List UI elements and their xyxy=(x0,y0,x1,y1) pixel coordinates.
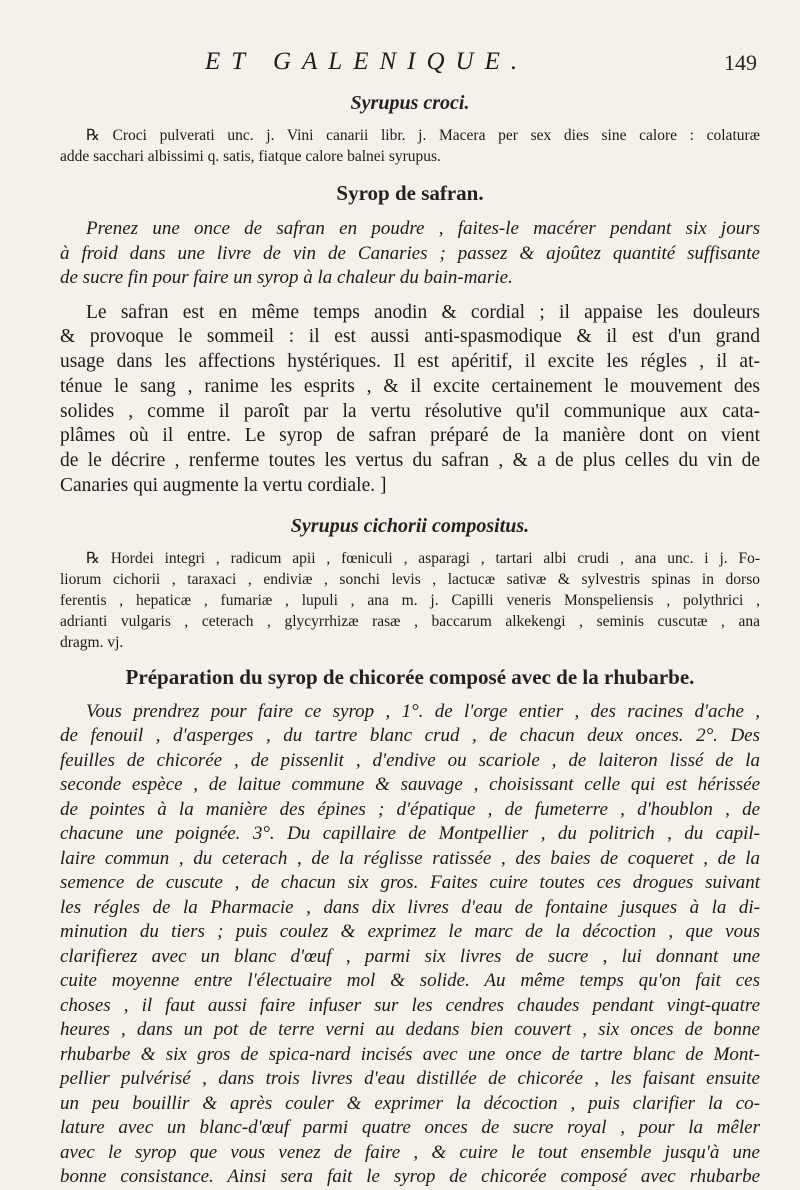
text-line: ℞ Hordei integri , radicum apii , fœniculi , asparagi , tartari albi crudi , ana unc. i j. Fo- xyxy=(86,549,760,567)
text-line: usage dans les affections hystériques. Il est apéritif, il excite les régles , il at- xyxy=(60,351,760,373)
text-line: rhubarbe & six gros de spica-nard incisés avec une once de tartre blanc de Mont- xyxy=(60,1043,760,1065)
text-line: choses , il faut aussi faire infuser sur les cendres chaudes pendant vingt-quatre xyxy=(60,994,760,1016)
text-line: lature avec un blanc-d'œuf parmi quatre onces de sucre royal , pour la mêler xyxy=(60,1117,760,1139)
text-line: semence de cuscute , de chacun six gros. Faites cuire toutes ces drogues suivant xyxy=(60,872,760,894)
text-line: chacune une poignée. 3°. Du capillaire de Montpellier , du politrich , du capil- xyxy=(60,823,760,845)
text-line: ℞ Croci pulverati unc. j. Vini canarii libr. j. Macera per sex dies sine calore : colaturæ xyxy=(86,127,760,144)
text-line: Le safran est en même temps anodin & cordial ; il appaise les douleurs xyxy=(86,301,760,323)
page-content xyxy=(60,92,760,1190)
page-number: 149 xyxy=(724,50,757,75)
text-line: de pointes à la manière des épines ; d'épatique , de fumeterre , d'houblon , de xyxy=(60,798,760,820)
text-line: bonne consistance. Ainsi sera fait le syrop de chicorée composé avec rhubarbe xyxy=(60,1166,760,1188)
text-line: adde sacchari albissimi q. satis, fiatque calore balnei syrupus. xyxy=(60,148,441,165)
text-line: minution du tiers ; puis coulez & exprimez le marc de la décoction , que vous xyxy=(60,921,760,943)
french-title-croci: Syrop de safran. xyxy=(336,181,484,205)
text-line: cuite moyenne entre l'électuaire mol & solide. Au même temps qu'on fait ces xyxy=(60,970,760,992)
text-line: de fenouil , d'asperges , du tartre blanc crud , de chacun deux onces. 2°. Des xyxy=(60,725,760,747)
text-line: plâmes où il entre. Le syrop de safran préparé de la manière dont on vient xyxy=(60,425,760,447)
text-line: à froid dans une livre de vin de Canaries ; passez & ajoûtez quantité suffisante xyxy=(60,242,760,264)
text-line: Canaries qui augmente la vertu cordiale. ] xyxy=(60,475,387,497)
text-line: & provoque le sommeil : il est aussi anti-spasmodique & il est d'un grand xyxy=(60,326,760,348)
text-line: laire commun , du ceterach , de la réglisse ratissée , des baies de coqueret , de la xyxy=(60,847,760,869)
french-recipe-cichorii xyxy=(60,700,760,1190)
section-title-cichorii: Syrupus cichorii compositus. xyxy=(290,514,530,537)
french-recipe-croci xyxy=(60,217,760,291)
text-line: feuilles de chicorée , de pissenlit , d'endive ou scariole , de laiteron lissé de la xyxy=(60,749,760,771)
text-line: Vous prendrez pour faire ce syrop , 1°. de l'orge entier , des racines d'ache , xyxy=(86,700,760,722)
commentary-croci xyxy=(60,301,760,499)
text-line: pellier pulvérisé , dans trois livres d'eau distillée de chicorée , les faisant ensuite xyxy=(60,1068,760,1090)
latin-recipe-cichorii xyxy=(60,548,760,653)
text-line: clarifierez avec un blanc d'œuf , parmi six livres de sucre , lui donnant une xyxy=(60,945,760,967)
page-header xyxy=(0,46,800,86)
text-line: de le décrire , renferme toutes les vertus du safran , & a de plus celles du vin de xyxy=(60,450,760,472)
text-line: ténue le sang , ranime les esprits , & il excite certainement le mouvement des xyxy=(60,375,760,397)
text-line: Prenez une once de safran en poudre , faites-le macérer pendant six jours xyxy=(86,218,760,239)
latin-recipe-croci xyxy=(60,125,760,167)
text-line: un peu bouillir & après couler & exprimer la décoction , puis clarifier la co- xyxy=(60,1092,760,1114)
text-line: ferentis , hepaticæ , fumariæ , lupuli , ana m. j. Capilli veneris Monspeliensis , polythrici , xyxy=(60,591,760,609)
text-line: avec le syrop que vous venez de faire , & cuire le tout ensemble jusqu'à une xyxy=(60,1141,760,1163)
text-line: de sucre fin pour faire un syrop à la chaleur du bain-marie. xyxy=(60,267,513,288)
text-line: solides , comme il paroît par la vertu résolutive qu'il communique aux cata- xyxy=(60,400,760,422)
running-head: ET GALENIQUE. xyxy=(205,48,529,75)
text-line: les régles de la Pharmacie , dans dix livres d'eau de fontaine jusques à la di- xyxy=(60,896,760,918)
text-line: liorum cichorii , taraxaci , endiviæ , sonchi levis , lactucæ sativæ & sylvestris spinas in dorso xyxy=(60,570,760,588)
french-title-cichorii: Préparation du syrop de chicorée composé avec de la rhubarbe. xyxy=(125,664,695,689)
text-line: dragm. vj. xyxy=(60,633,124,651)
section-title-croci: Syrupus croci. xyxy=(350,92,470,114)
text-line: adrianti vulgaris , ceterach , glycyrrhizæ rasæ , baccarum alkekengi , seminis cuscutæ , ana xyxy=(60,612,760,630)
text-line: heures , dans un pot de terre verni au dedans bien couvert , six onces de bonne xyxy=(60,1019,760,1041)
text-line: seconde espèce , de laitue commune & sauvage , choisissant celle qui est hérissée xyxy=(60,774,760,796)
